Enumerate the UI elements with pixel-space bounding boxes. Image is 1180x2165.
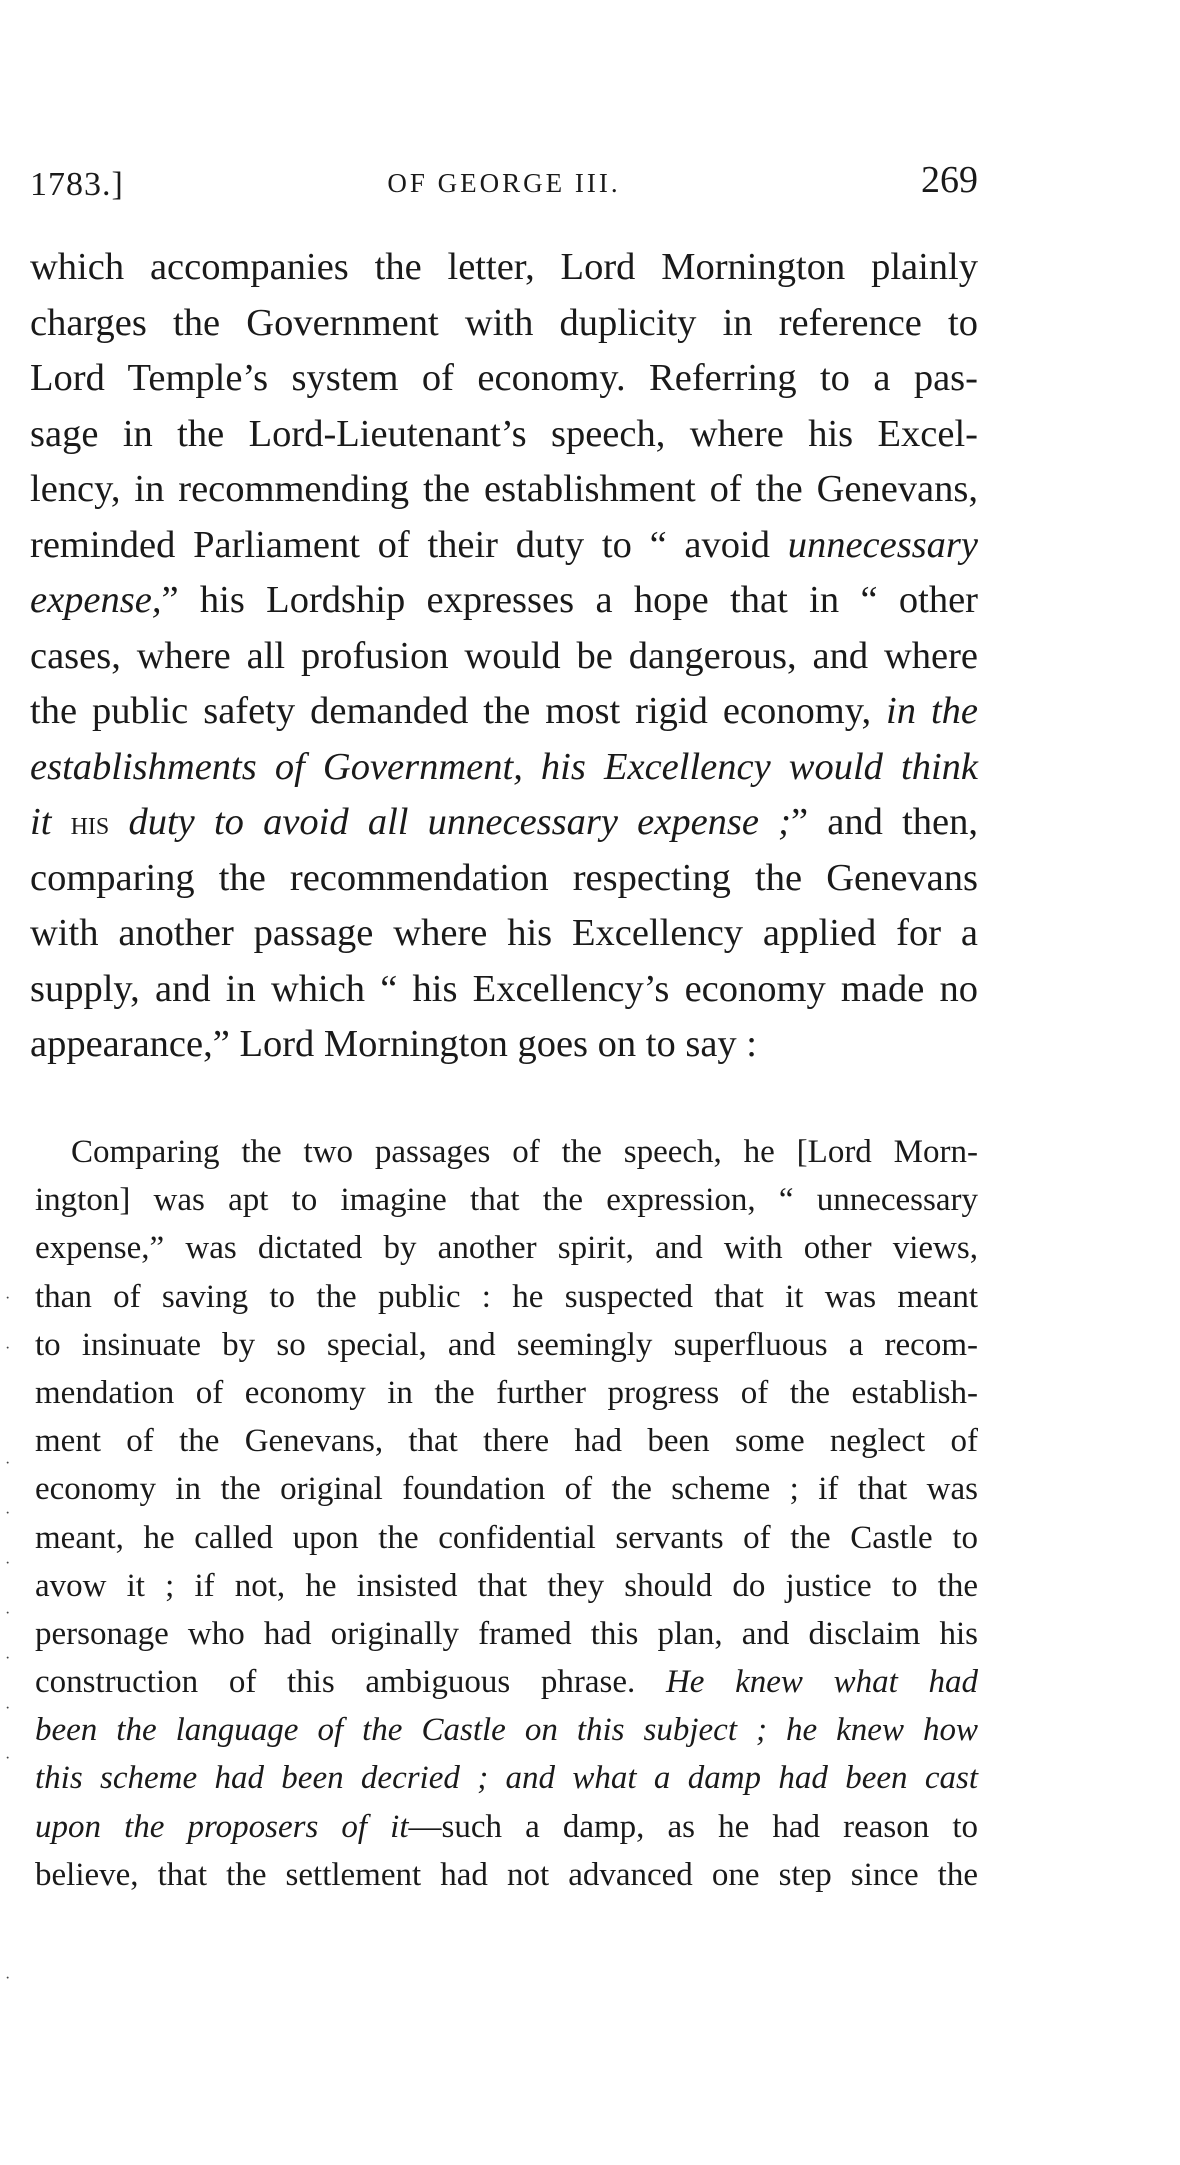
- body-line: charges the Government with duplicity in reference to: [30, 301, 978, 344]
- body-line: [30, 795, 978, 851]
- body-text-segment: ” his Lordship expresses a hope that in “ other: [161, 579, 978, 621]
- scan-speck: ·: [5, 1505, 11, 1522]
- quote-line: [35, 1803, 978, 1851]
- body-line: Lord Temple’s system of economy. Referring to a pas-: [30, 357, 978, 399]
- body-line: lency, in recommending the establishment of the Genevans,: [30, 468, 978, 510]
- quote-line: ington] was apt to imagine that the expression, “ unnecessary: [35, 1182, 978, 1219]
- scan-speck: ·: [5, 1555, 11, 1572]
- quote-line: personage who had originally framed this plan, and disclaim his: [35, 1615, 978, 1652]
- quote-line: believe, that the settlement had not advanced one step since the: [35, 1856, 978, 1893]
- quote-line: this scheme had been decried ; and what a damp had been cast: [35, 1760, 978, 1797]
- body-line: [30, 518, 978, 574]
- quote-italic-segment: He knew what had: [665, 1664, 978, 1701]
- quote-line: economy in the original foundation of the scheme ; if that was: [35, 1471, 978, 1508]
- header-title: OF GEORGE III.: [387, 168, 621, 198]
- quote-line: avow it ; if not, he insisted that they should do justice to the: [35, 1567, 978, 1604]
- body-line: cases, where all profusion would be dangerous, and where: [30, 634, 978, 677]
- quote-line: [35, 1658, 978, 1706]
- header-year: 1783.]: [30, 166, 124, 203]
- body-line: [30, 684, 978, 740]
- quote-line: meant, he called upon the confidential servants of the Castle to: [35, 1519, 978, 1556]
- scan-speck: ·: [5, 1455, 11, 1472]
- body-smallcaps-segment: his: [70, 804, 110, 842]
- running-head: [30, 158, 978, 208]
- scan-speck: ·: [5, 1605, 11, 1622]
- body-text-segment: ” and then,: [791, 801, 978, 843]
- quote-line: expense,” was dictated by another spirit, and with other views,: [35, 1230, 978, 1267]
- scan-speck: ·: [5, 1750, 11, 1767]
- quote-line: mendation of economy in the further progress of the establish-: [35, 1374, 978, 1411]
- body-line: sage in the Lord-Lieutenant’s speech, where his Excel-: [30, 412, 978, 455]
- body-line: supply, and in which “ his Excellency’s economy made no: [30, 967, 978, 1010]
- body-paragraph: [30, 240, 978, 1073]
- quote-text-segment: —such a damp, as he had reason to: [408, 1808, 978, 1845]
- body-line: appearance,” Lord Mornington goes on to say :: [30, 1023, 758, 1065]
- body-italic-segment: in the: [886, 690, 978, 732]
- body-text-segment: reminded Parliament of their duty to “ avoid: [30, 523, 788, 566]
- body-line: comparing the recommendation respecting the Genevans: [30, 856, 978, 899]
- scan-margin-marks: [0, 1280, 20, 2020]
- body-italic-segment: it: [30, 801, 71, 843]
- quote-line: to insinuate by so special, and seemingly superfluous a recom-: [35, 1326, 978, 1363]
- quote-text-segment: construction of this ambiguous phrase.: [35, 1664, 666, 1701]
- page-number: 269: [921, 159, 978, 201]
- body-line: [30, 573, 978, 629]
- block-quote: [35, 1128, 978, 1899]
- quote-line: ment of the Genevans, that there had been some neglect of: [35, 1423, 978, 1460]
- scan-speck: ·: [5, 1340, 11, 1357]
- body-text-segment: the public safety demanded the most rigid economy,: [30, 690, 887, 732]
- scan-speck: ·: [5, 1970, 11, 1987]
- scan-speck: ·: [5, 1650, 11, 1667]
- body-line: which accompanies the letter, Lord Mornington plainly: [30, 246, 978, 288]
- body-italic-segment: duty to avoid all unnecessary expense ;: [109, 801, 791, 843]
- body-italic-segment: unnecessary: [787, 523, 978, 566]
- scan-speck: ·: [5, 1700, 11, 1717]
- body-line: with another passage where his Excellency applied for a: [30, 912, 978, 954]
- body-italic-segment: expense,: [30, 579, 162, 621]
- quote-line: been the language of the Castle on this subject ; he knew how: [35, 1712, 978, 1749]
- quote-line: Comparing the two passages of the speech, he [Lord Morn-: [71, 1134, 978, 1170]
- quote-line: than of saving to the public : he suspected that it was meant: [35, 1278, 978, 1315]
- body-line: establishments of Government, his Excellency would think: [30, 745, 978, 788]
- scan-speck: ·: [5, 1290, 11, 1307]
- quote-italic-segment: upon the proposers of it: [35, 1808, 409, 1845]
